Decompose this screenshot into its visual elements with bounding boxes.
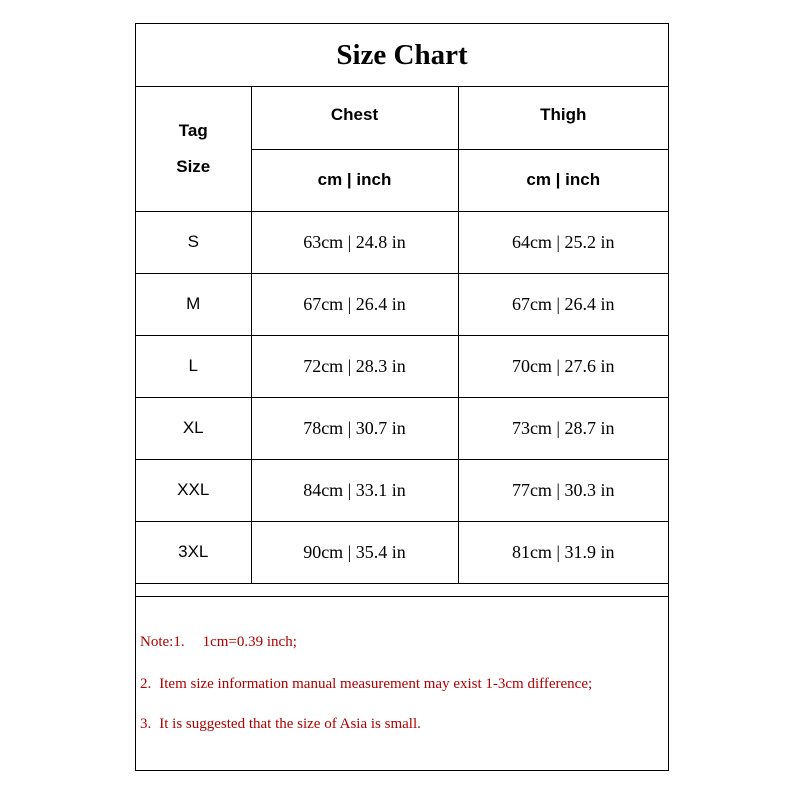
thigh-cell: 67cm | 26.4 in (458, 273, 668, 335)
size-cell: L (136, 335, 251, 397)
chest-header: Chest (251, 87, 458, 149)
size-chart (135, 23, 669, 771)
chest-units: cm | inch (251, 149, 458, 211)
table-row (136, 273, 668, 335)
size-cell: M (136, 273, 251, 335)
table-row (136, 521, 668, 583)
note-1 (140, 634, 297, 651)
table-row (136, 459, 668, 521)
size-table (136, 87, 668, 584)
note-1-text: 1cm=0.39 inch; (202, 634, 297, 650)
thigh-cell: 64cm | 25.2 in (458, 211, 668, 273)
thigh-units: cm | inch (458, 149, 668, 211)
note-2-number: 2. (140, 676, 152, 692)
tag-header-line2: Size (176, 156, 211, 176)
size-cell: 3XL (136, 521, 251, 583)
table-row (136, 335, 668, 397)
chest-cell: 78cm | 30.7 in (251, 397, 458, 459)
thigh-cell: 73cm | 28.7 in (458, 397, 668, 459)
chest-cell: 63cm | 24.8 in (251, 211, 458, 273)
chest-cell: 72cm | 28.3 in (251, 335, 458, 397)
thigh-header: Thigh (458, 87, 668, 149)
thigh-cell: 77cm | 30.3 in (458, 459, 668, 521)
note-2 (140, 676, 592, 693)
note-3-number: 3. (140, 716, 152, 732)
chest-cell: 90cm | 35.4 in (251, 521, 458, 583)
note-2-text: Item size information manual measurement may exist 1-3cm difference; (159, 676, 593, 692)
size-cell: S (136, 211, 251, 273)
size-cell: XL (136, 397, 251, 459)
table-row (136, 211, 668, 273)
tag-header-line1: Tag (178, 120, 208, 140)
notes-section (136, 596, 668, 770)
note-label: Note:1. (140, 634, 185, 650)
chest-cell: 84cm | 33.1 in (251, 459, 458, 521)
note-3-text: It is suggested that the size of Asia is small. (159, 716, 421, 732)
thigh-cell: 81cm | 31.9 in (458, 521, 668, 583)
thigh-cell: 70cm | 27.6 in (458, 335, 668, 397)
chart-title: Size Chart (136, 24, 668, 87)
chest-cell: 67cm | 26.4 in (251, 273, 458, 335)
table-row (136, 397, 668, 459)
note-3 (140, 716, 421, 733)
header-row (136, 87, 668, 149)
tag-size-header (136, 87, 251, 211)
size-cell: XXL (136, 459, 251, 521)
